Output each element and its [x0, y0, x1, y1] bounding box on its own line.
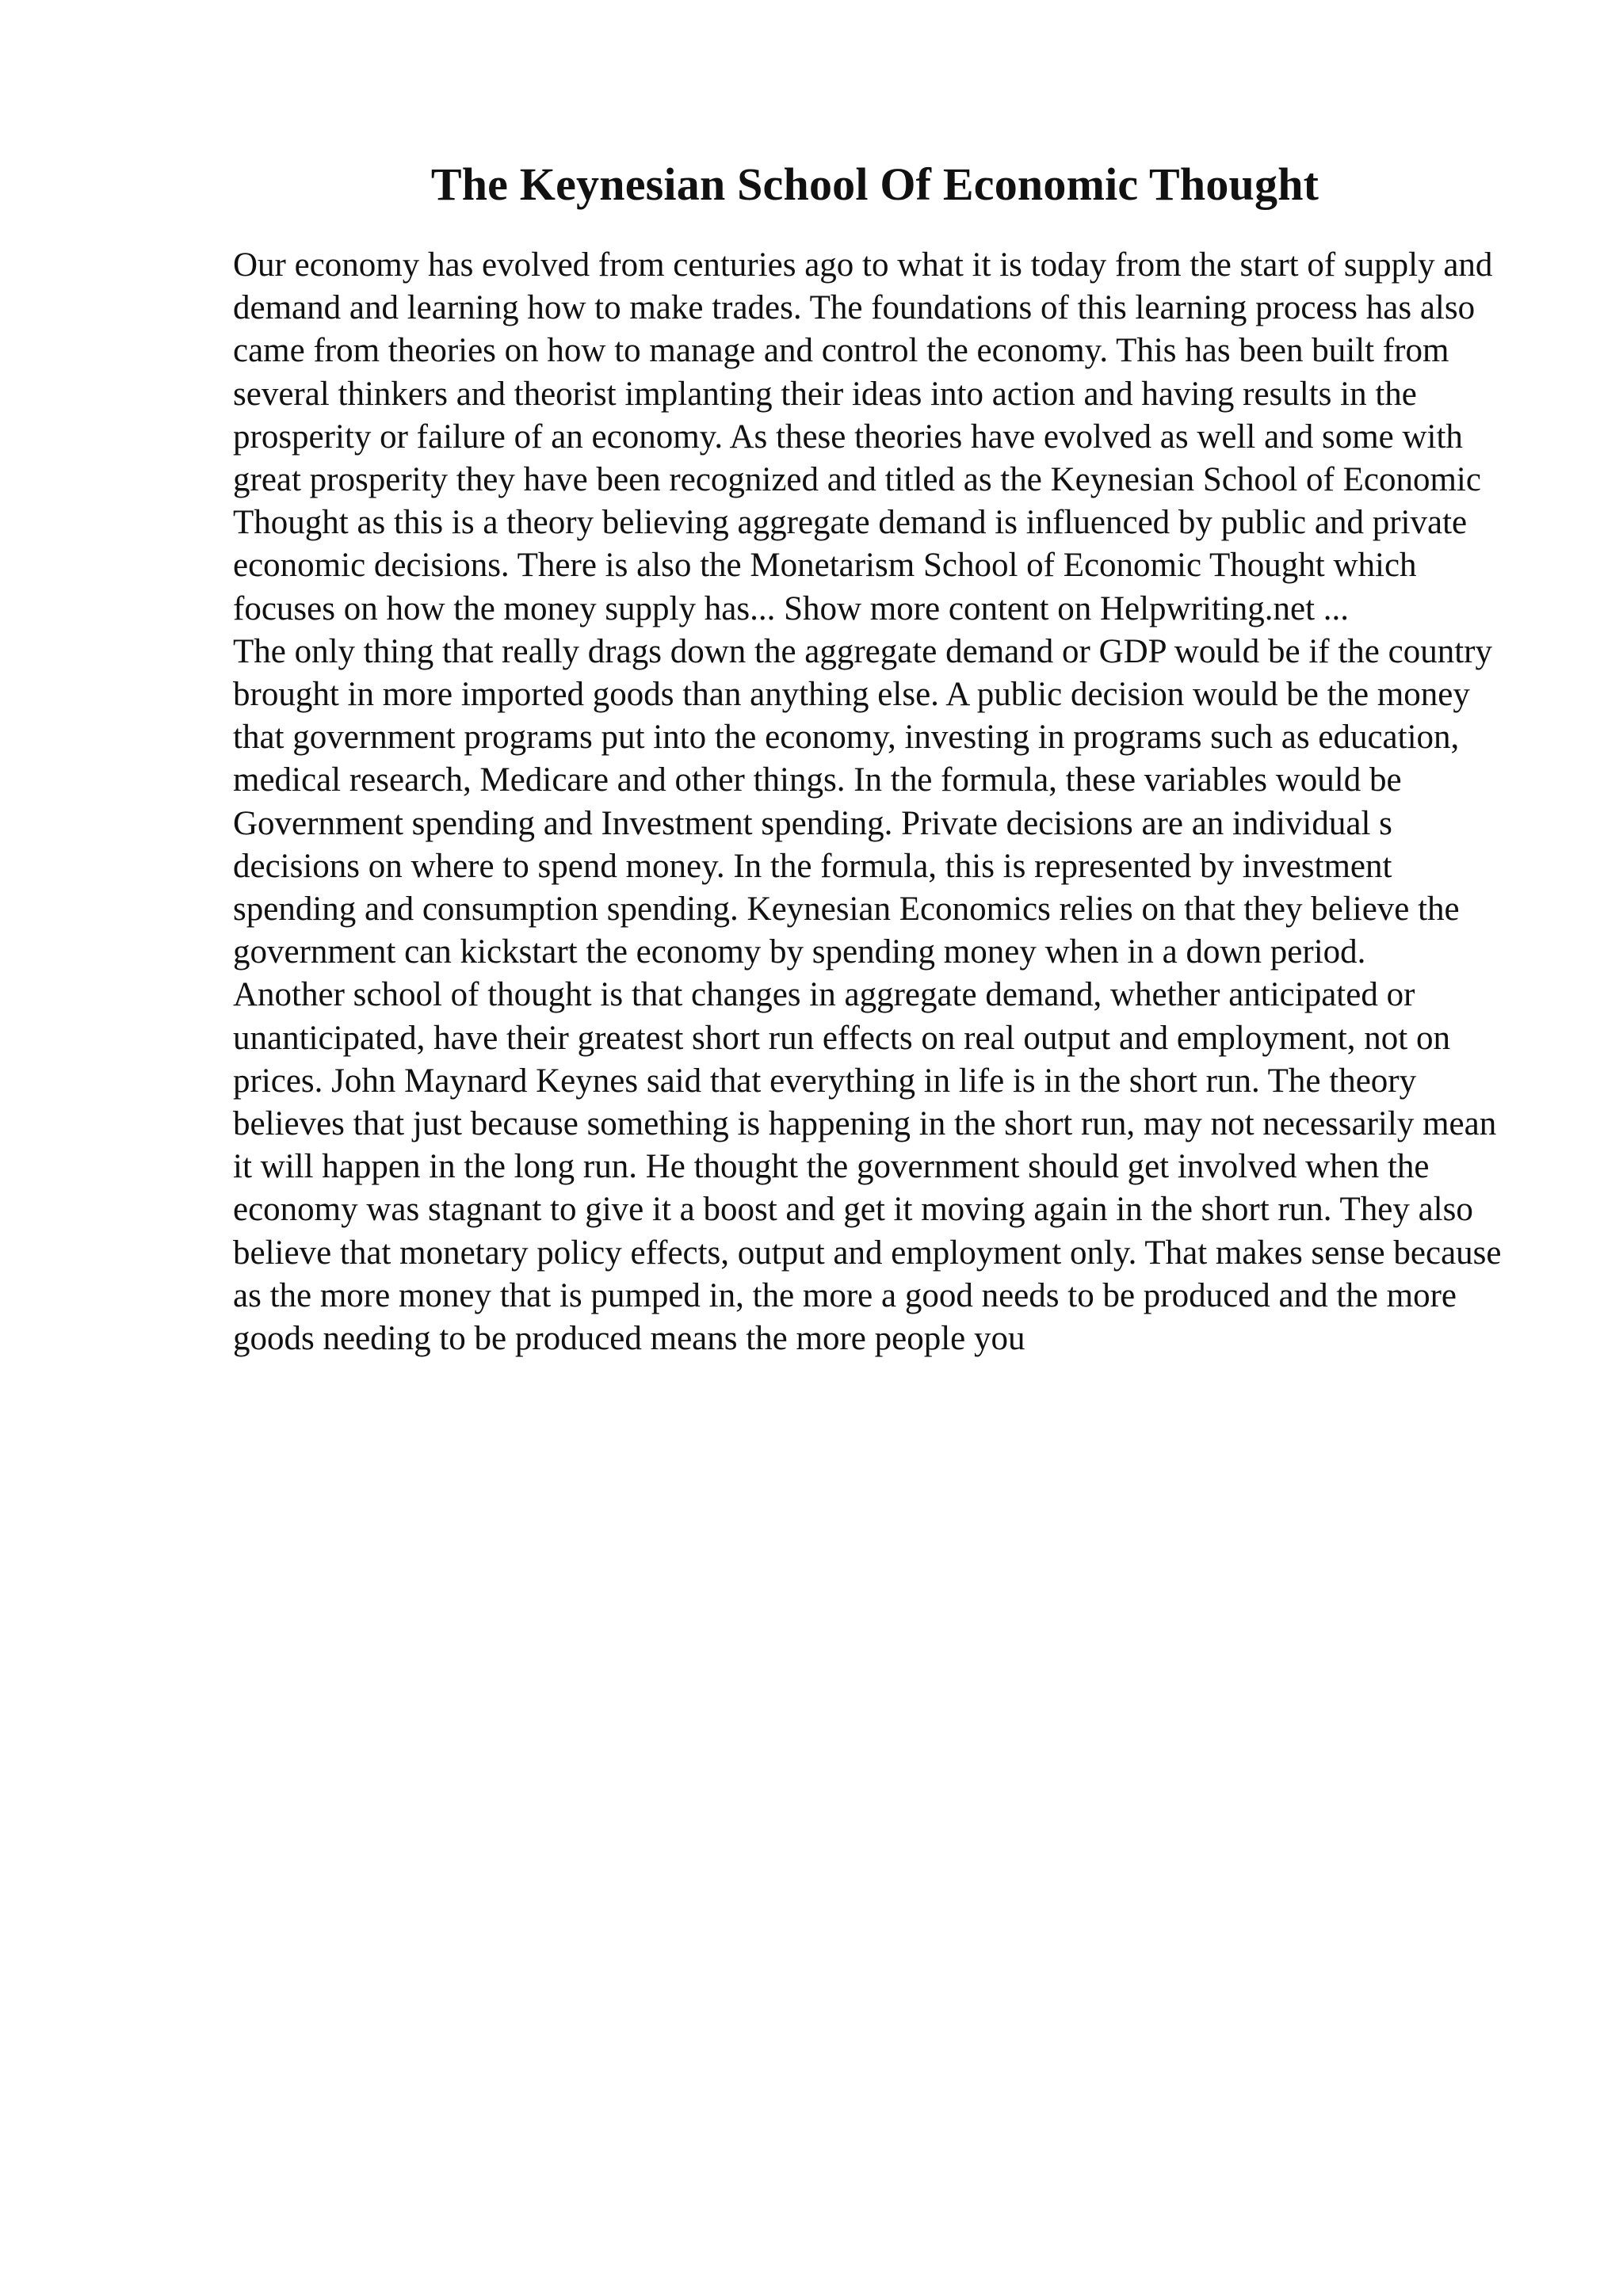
paragraph-2: The only thing that really drags down the aggregate demand or GDP would be if the country brought in more imported goods than anything else. A public decision would be the money that government programs put into the economy, investing in programs such as education, medical research, Medicare and other things. In the formula, these variables would be Government spending and Investment spending. Private decisions are an individual s decisions on where to spend money. In the formula, this is represented by investment spending and consumption spending. Keynesian Economics relies on that they believe the government can kickstart the economy by spending money when in a down period. — [233, 632, 1492, 971]
document-title: The Keynesian School Of Economic Thought — [430, 158, 1319, 210]
document-body — [233, 244, 1517, 1360]
paragraph-3: Another school of thought is that changes in aggregate demand, whether anticipated or unanticipated, have their greatest short run effects on real output and employment, not on prices. John Maynard Keynes said that everything in life is in the short run. The theory believes that just because something is happening in the short run, may not necessarily mean it will happen in the long run. He thought the government should get involved when the economy was stagnant to give it a boost and get it moving again in the short run. They also believe that monetary policy effects, output and employment only. That makes sense because as the more money that is pumped in, the more a good needs to be produced and the more goods needing to be produced means the more people you — [233, 976, 1502, 1358]
paragraph-1: Our economy has evolved from centuries ago to what it is today from the start of supply and demand and learning how to make trades. The foundations of this learning process has also came from theories on how to manage and control the economy. This has been built from several thinkers and theorist implanting their ideas into action and having results in the prosperity or failure of an economy. As these theories have evolved as well and some with great prosperity they have been recognized and titled as the Keynesian School of Economic Thought as this is a theory believing aggregate demand is influenced by public and private economic decisions. There is also the Monetarism School of Economic Thought which focuses on how the money supply has... Show more content on Helpwriting.net ... — [233, 246, 1493, 627]
